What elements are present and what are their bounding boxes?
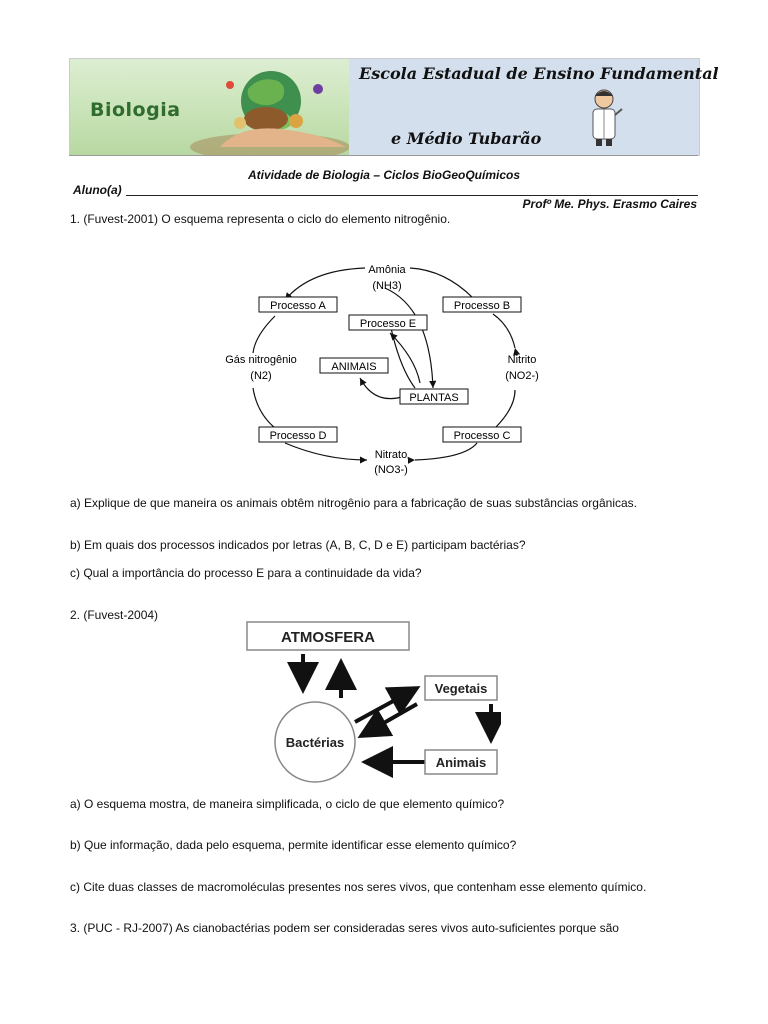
question-3-statement: 3. (PUC - RJ-2007) As cianobactérias podem ser consideradas seres vivos auto-suficientes porque são (70, 921, 619, 935)
nitrogen-cycle-diagram (215, 248, 545, 483)
nitrato-formula: (NO3-) (374, 464, 408, 476)
processo-b-label: Processo B (453, 300, 511, 312)
plantas-label: PLANTAS (409, 392, 459, 404)
question-1a: a) Explique de que maneira os animais obtêm nitrogênio para a fabricação de suas substâncias orgânicas. (70, 496, 637, 510)
question-1c: c) Qual a importância do processo E para a continuidade da vida? (70, 566, 422, 580)
vegetais-label: Vegetais (434, 681, 488, 696)
school-name-line1: Escola Estadual de Ensino Fundamental (359, 64, 719, 83)
processo-a-label: Processo A (270, 300, 326, 312)
nitrato-label: Nitrato (374, 449, 408, 461)
header-banner (69, 58, 719, 156)
school-name-panel (349, 59, 719, 155)
atmosfera-label: ATMOSFERA (281, 629, 375, 646)
question-2a: a) O esquema mostra, de maneira simplificada, o ciclo de que elemento químico? (70, 797, 505, 811)
student-label: Aluno(a) (73, 183, 122, 197)
biology-logo-panel (70, 59, 349, 155)
gas-nitrogenio-label: Gás nitrogênio (225, 354, 297, 366)
gas-nitrogenio-formula: (N2) (250, 370, 272, 382)
student-name-line (126, 195, 698, 196)
question-2-statement: 2. (Fuvest-2004) (70, 608, 159, 622)
teacher-cartoon-icon (584, 87, 624, 147)
school-name-line2: e Médio Tubarão (391, 129, 542, 148)
nitrito-label: Nitrito (507, 354, 537, 366)
activity-title: Atividade de Biologia – Ciclos BioGeoQuímicos (247, 168, 521, 182)
question-2c: c) Cite duas classes de macromoléculas presentes nos seres vivos, que contenham esse elemento químico. (70, 880, 647, 894)
subject-title: Biologia (90, 99, 181, 121)
animais-label: ANIMAIS (331, 361, 377, 373)
processo-c-label: Processo C (453, 430, 511, 442)
element-cycle-diagram (245, 618, 501, 786)
animais-box-label: Animais (435, 755, 487, 770)
processo-e-label: Processo E (359, 318, 417, 330)
processo-d-label: Processo D (269, 430, 327, 442)
header-divider (69, 155, 698, 156)
nitrito-formula: (NO2-) (505, 370, 539, 382)
bacterias-label: Bactérias (285, 735, 345, 750)
teacher-name: Profº Me. Phys. Erasmo Caires (522, 197, 697, 211)
amonia-formula-label: (NH3) (372, 280, 402, 292)
question-2b: b) Que informação, dada pelo esquema, permite identificar esse elemento químico? (70, 838, 517, 852)
amonia-label: Amônia (368, 264, 406, 276)
question-1-statement: 1. (Fuvest-2001) O esquema representa o ciclo do elemento nitrogênio. (70, 212, 451, 226)
question-1b: b) Em quais dos processos indicados por letras (A, B, C, D e E) participam bactérias? (70, 538, 526, 552)
